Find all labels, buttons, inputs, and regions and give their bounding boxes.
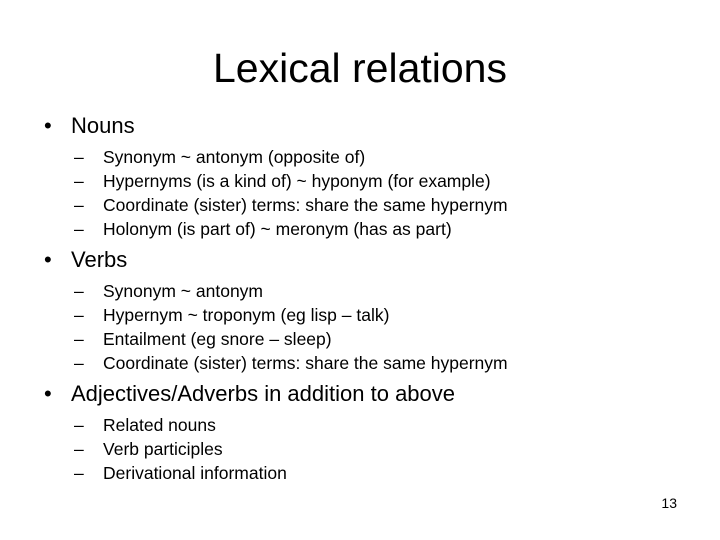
sub-item bbox=[44, 217, 704, 241]
sub-item-text: Entailment (eg snore – sleep) bbox=[103, 329, 332, 349]
sub-item bbox=[44, 145, 704, 169]
section-heading: Verbs bbox=[71, 247, 128, 272]
dash-marker: – bbox=[74, 439, 84, 459]
section-heading: Nouns bbox=[71, 113, 135, 138]
sub-list bbox=[44, 279, 704, 375]
dash-marker: – bbox=[74, 147, 84, 167]
sub-item bbox=[44, 193, 704, 217]
sub-item-text: Derivational information bbox=[103, 463, 287, 483]
bullet-adjectives-adverbs bbox=[44, 381, 704, 407]
sub-item-text: Related nouns bbox=[103, 415, 216, 435]
sub-list bbox=[44, 413, 704, 485]
slide-title: Lexical relations bbox=[213, 45, 507, 91]
sub-item-text: Hypernym ~ troponym (eg lisp – talk) bbox=[103, 305, 390, 325]
sub-list bbox=[44, 145, 704, 241]
sub-item bbox=[44, 351, 704, 375]
sub-item-text: Holonym (is part of) ~ meronym (has as part) bbox=[103, 219, 452, 239]
bullet-nouns bbox=[44, 113, 704, 139]
dash-marker: – bbox=[74, 353, 84, 373]
dash-marker: – bbox=[74, 463, 84, 483]
sub-item-text: Hypernyms (is a kind of) ~ hyponym (for example) bbox=[103, 171, 491, 191]
section-heading: Adjectives/Adverbs in addition to above bbox=[71, 381, 456, 406]
section-adjectives-adverbs bbox=[44, 381, 704, 485]
sub-item bbox=[44, 169, 704, 193]
sub-item bbox=[44, 461, 704, 485]
bullet-marker: • bbox=[44, 381, 52, 406]
page-number: 13 bbox=[661, 495, 677, 511]
bullet-marker: • bbox=[44, 247, 52, 272]
dash-marker: – bbox=[74, 171, 84, 191]
dash-marker: – bbox=[74, 195, 84, 215]
dash-marker: – bbox=[74, 219, 84, 239]
sub-item bbox=[44, 303, 704, 327]
dash-marker: – bbox=[74, 281, 84, 301]
sub-item bbox=[44, 279, 704, 303]
bullet-list bbox=[44, 113, 704, 491]
sub-item-text: Verb participles bbox=[103, 439, 223, 459]
sub-item-text: Coordinate (sister) terms: share the same hypernym bbox=[103, 353, 508, 373]
sub-item bbox=[44, 437, 704, 461]
bullet-marker: • bbox=[44, 113, 52, 138]
sub-item-text: Synonym ~ antonym (opposite of) bbox=[103, 147, 366, 167]
dash-marker: – bbox=[74, 329, 84, 349]
sub-item bbox=[44, 413, 704, 437]
section-verbs bbox=[44, 247, 704, 375]
sub-item-text: Coordinate (sister) terms: share the same hypernym bbox=[103, 195, 508, 215]
sub-item bbox=[44, 327, 704, 351]
sub-item-text: Synonym ~ antonym bbox=[103, 281, 264, 301]
dash-marker: – bbox=[74, 305, 84, 325]
section-nouns bbox=[44, 113, 704, 241]
dash-marker: – bbox=[74, 415, 84, 435]
bullet-verbs bbox=[44, 247, 704, 273]
